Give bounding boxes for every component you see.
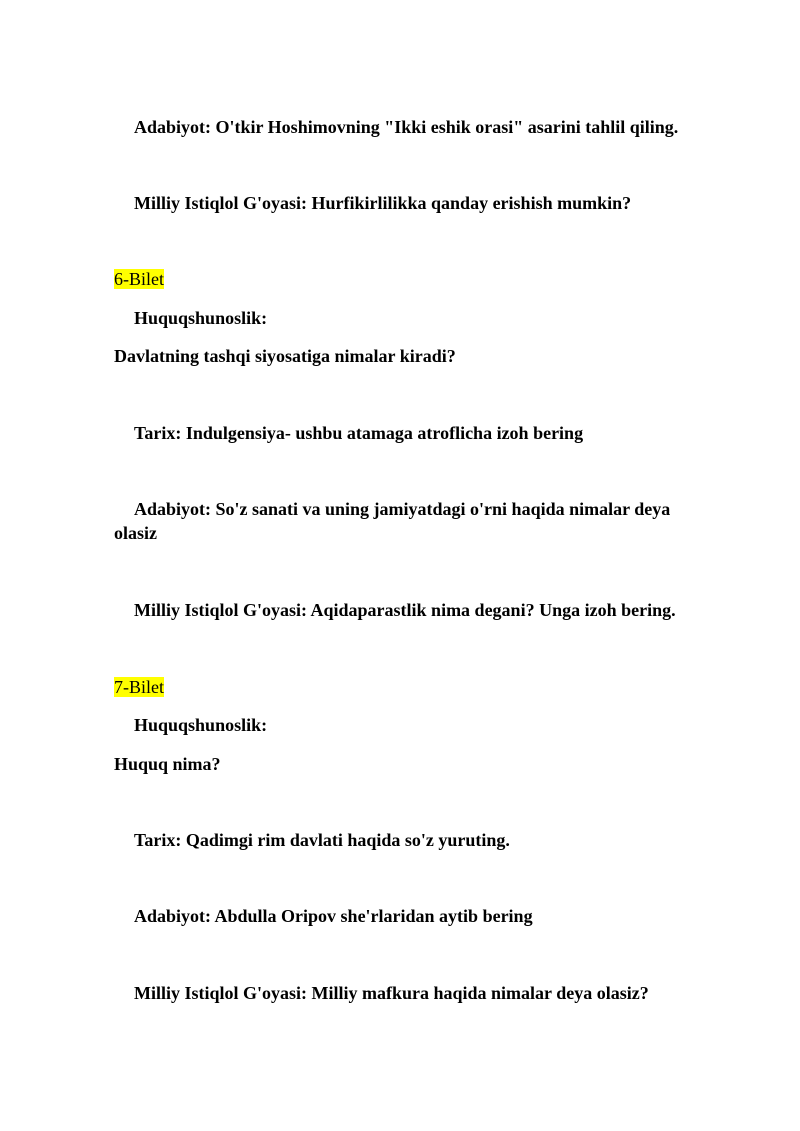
bilet-6-adabiyot-question-line2: olasiz <box>114 523 157 543</box>
milliy-question-5: Milliy Istiqlol G'oyasi: Hurfikirlilikka qanday erishish mumkin? <box>134 193 632 213</box>
bilet-6-heading-highlight: 6-Bilet <box>114 269 164 289</box>
bilet-6-adabiyot-question-line1: Adabiyot: So'z sanati va uning jamiyatdagi o'rni haqida nimalar deya <box>134 499 671 519</box>
bilet-7-tarix-question: Tarix: Qadimgi rim davlati haqida so'z yuruting. <box>134 830 510 850</box>
bilet-7-heading-highlight: 7-Bilet <box>114 677 164 697</box>
bilet-6-heading <box>114 266 164 292</box>
bilet-7-milliy-question: Milliy Istiqlol G'oyasi: Milliy mafkura haqida nimalar deya olasiz? <box>134 983 649 1003</box>
bilet-6-huquq-question: Davlatning tashqi siyosatiga nimalar kiradi? <box>114 346 456 366</box>
bilet-6-tarix-question: Tarix: Indulgensiya- ushbu atamaga atroflicha izoh bering <box>134 423 584 443</box>
bilet-7-huquq-question: Huquq nima? <box>114 754 221 774</box>
bilet-6-milliy-question: Milliy Istiqlol G'oyasi: Aqidaparastlik nima degani? Unga izoh bering. <box>134 600 676 620</box>
bilet-6-subject-label: Huquqshunoslik: <box>134 308 268 328</box>
adabiyot-question-5: Adabiyot: O'tkir Hoshimovning "Ikki eshik orasi" asarini tahlil qiling. <box>134 117 679 137</box>
bilet-7-subject-label: Huquqshunoslik: <box>134 715 268 735</box>
bilet-7-heading <box>114 674 164 700</box>
bilet-7-adabiyot-question: Adabiyot: Abdulla Oripov she'rlaridan aytib bering <box>134 906 533 926</box>
